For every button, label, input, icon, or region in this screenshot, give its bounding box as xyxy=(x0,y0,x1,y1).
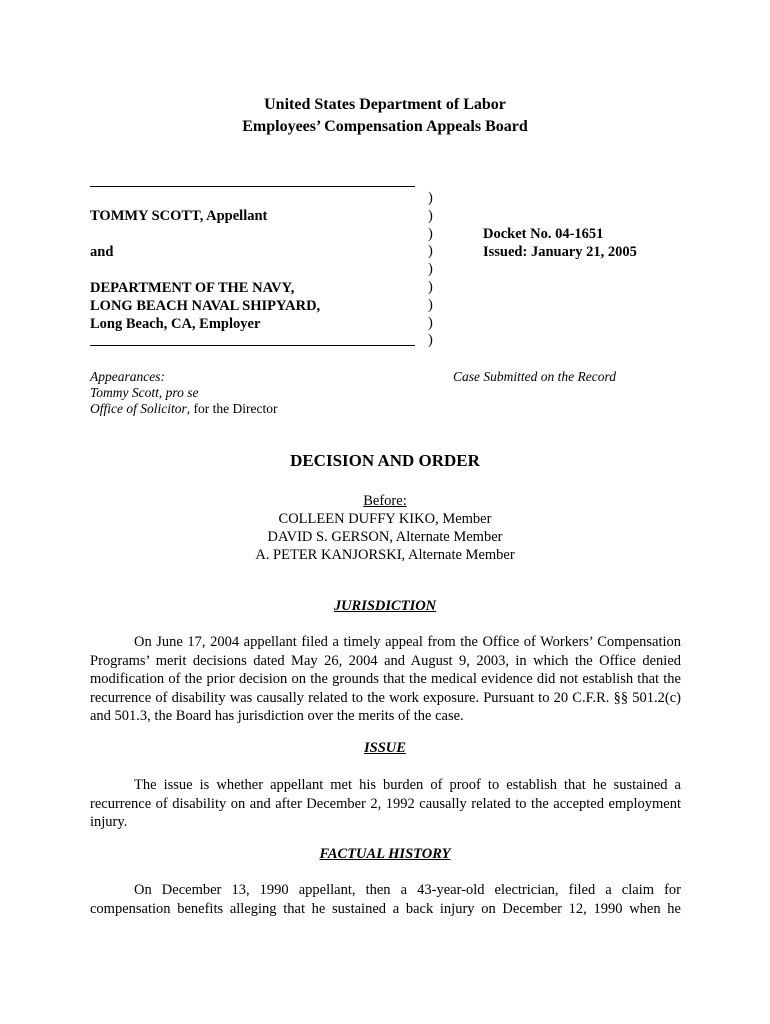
case-submission-note: Case Submitted on the Record xyxy=(453,369,616,384)
director-representation xyxy=(90,401,277,418)
board-title: Employees’ Compensation Appeals Board xyxy=(242,118,528,135)
appellant-representation: Tommy Scott, pro se xyxy=(90,385,199,400)
employer-line-3: Long Beach, CA, Employer xyxy=(90,316,261,332)
issue-paragraph: The issue is whether appellant met his burden of proof to establish that he sustained a recurrence of disability on and after December 2, 1992 causally related to the accepted employment injury. xyxy=(90,777,681,830)
docket-number: Docket No. 04-1651 xyxy=(483,226,604,242)
agency-title: United States Department of Labor xyxy=(264,96,506,113)
paren: ) xyxy=(428,190,433,206)
paren: ) xyxy=(428,332,433,349)
appearances-label: Appearances: xyxy=(90,369,165,384)
for-the-director: , for the Director xyxy=(186,401,278,416)
paren: ) xyxy=(428,296,433,313)
panel-block xyxy=(0,492,770,564)
panel-member: COLLEEN DUFFY KIKO, Member xyxy=(278,511,492,527)
paren: ) xyxy=(428,243,433,260)
jurisdiction-heading: JURISDICTION xyxy=(333,598,437,614)
panel-member: A. PETER KANJORSKI, Alternate Member xyxy=(255,547,515,563)
issued-date: Issued: January 21, 2005 xyxy=(483,244,637,260)
caption-parentheses xyxy=(428,190,433,350)
docket-block xyxy=(483,225,637,261)
paren: ) xyxy=(428,314,433,331)
office-of-solicitor: Office of Solicitor xyxy=(90,401,187,416)
jurisdiction-paragraph: On June 17, 2004 appellant filed a timely appeal from the Office of Workers’ Compensation Programs’ merit decisions dated May 26, 2004 and August 9, 2003, in which the Office denied modification of the prior decision on the grounds that the medical evidence did not establish that the recurrence of disability was causally related to the work exposure. Pursuant to 20 C.F.R. §§ 501.2(c) and 501.3, the Board has jurisdiction over the merits of the case. xyxy=(90,634,681,724)
factual-history-paragraph: On December 13, 1990 appellant, then a 43-year-old electrician, filed a claim for compensation benefits alleging that he sustained a back injury on December 12, 1990 when he xyxy=(90,882,681,917)
caption-top-rule xyxy=(90,186,415,187)
decision-title: DECISION AND ORDER xyxy=(290,451,480,470)
caption-and: and xyxy=(90,244,114,260)
before-label: Before: xyxy=(363,493,407,509)
employer-line-1: DEPARTMENT OF THE NAVY, xyxy=(90,280,295,296)
panel-member: DAVID S. GERSON, Alternate Member xyxy=(267,529,503,545)
employer-line-2: LONG BEACH NAVAL SHIPYARD, xyxy=(90,298,321,314)
paren: ) xyxy=(428,261,433,278)
paren: ) xyxy=(428,225,433,242)
appellant-name: TOMMY SCOTT, Appellant xyxy=(90,208,268,224)
paren: ) xyxy=(428,278,433,295)
factual-history-heading: FACTUAL HISTORY xyxy=(319,846,451,862)
caption-bottom-rule xyxy=(90,345,415,346)
issue-heading: ISSUE xyxy=(364,740,406,756)
paren: ) xyxy=(428,207,433,224)
